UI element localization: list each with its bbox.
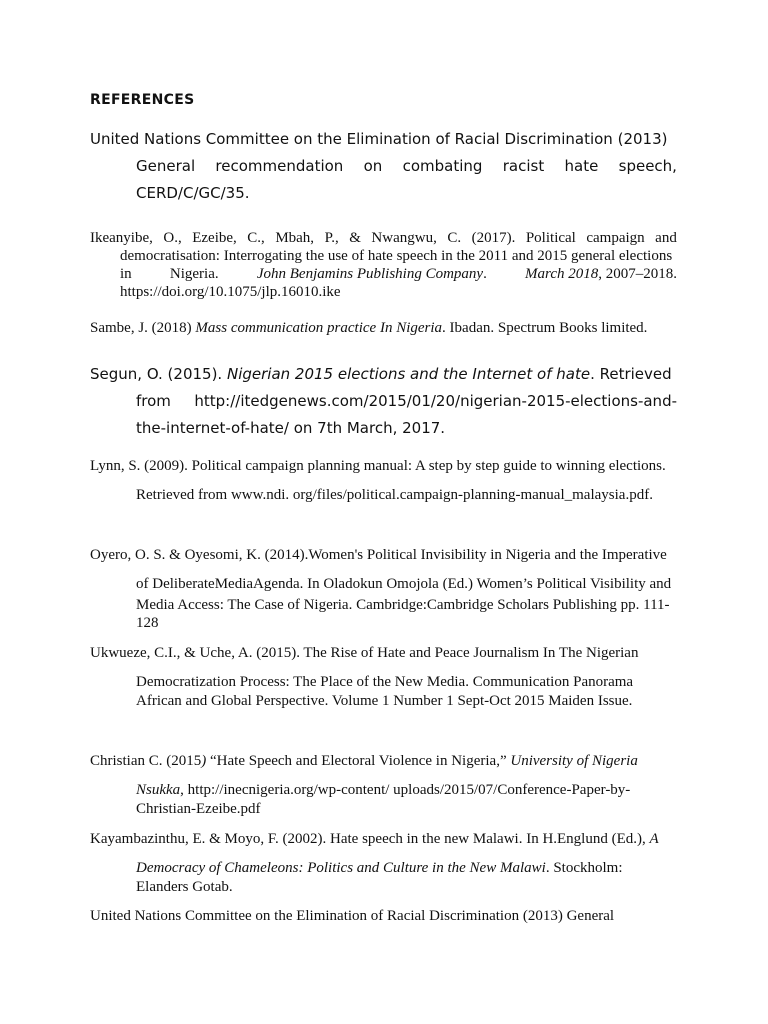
word: C., [247, 230, 265, 246]
reference-institution: University of Nigeria [510, 753, 638, 769]
reference-doi: https://doi.org/10.1075/jlp.16010.ike [120, 284, 341, 300]
word: General [136, 157, 196, 175]
word: Ezeibe, [192, 230, 237, 246]
journal-title [257, 266, 487, 283]
reference-line: the-internet-of-hate/ on 7th March, 2017. [136, 419, 446, 437]
reference-line [90, 753, 638, 770]
word: recommendation [215, 157, 344, 175]
reference-url: , http://inecnigeria.org/wp-content/ uploads/2015/07/Conference-Paper-by- [180, 782, 631, 798]
reference-line: Elanders Gotab. [136, 879, 233, 895]
reference-author: Sambe, J. (2018) [90, 320, 196, 336]
word: Nigeria. [169, 266, 219, 282]
punctuation: . [483, 266, 487, 282]
reference-retrieved: . Retrieved [590, 365, 672, 383]
issue-info [525, 266, 677, 283]
journal-name: John Benjamins Publishing Company [256, 266, 484, 282]
reference-line: Retrieved from www.ndi. org/files/political.campaign-planning-manual_malaysia.pdf. [136, 487, 653, 503]
reference-place: . Stockholm: [545, 860, 623, 876]
reference-line-justified [136, 157, 677, 175]
reference-title: “Hate Speech and Electoral Violence in Nigeria,” [206, 753, 511, 769]
word: hate [564, 157, 599, 175]
reference-line: Ukwueze, C.I., & Uche, A. (2015). The Rise of Hate and Peace Journalism In The Nigerian [90, 645, 639, 661]
word: speech, [618, 157, 677, 175]
reference-line [90, 831, 659, 848]
issue-date: March 2018 [525, 266, 599, 282]
reference-line: Media Access: The Case of Nigeria. Cambridge:Cambridge Scholars Publishing pp. 111- [136, 597, 670, 613]
word: racist [502, 157, 545, 175]
reference-title: Mass communication practice In Nigeria [195, 320, 443, 336]
reference-sambe-2018 [90, 320, 647, 337]
reference-line: Lynn, S. (2009). Political campaign planning manual: A step by step guide to winning elections. [90, 458, 666, 474]
reference-line-justified [90, 230, 677, 247]
reference-line: 128 [136, 615, 159, 631]
reference-line: United Nations Committee on the Elimination of Racial Discrimination (2013) [90, 130, 668, 148]
reference-line-justified [120, 266, 677, 283]
word: (2017). [471, 230, 516, 246]
reference-line: African and Global Perspective. Volume 1 Number 1 Sept-Oct 2015 Maiden Issue. [136, 693, 633, 709]
reference-title: Nigerian 2015 elections and the Internet of hate [226, 365, 591, 383]
reference-author: Segun, O. (2015). [90, 365, 227, 383]
reference-author: Christian C. (2015 [90, 753, 202, 769]
word: Political [525, 230, 576, 246]
word: & [349, 230, 361, 246]
word: O., [163, 230, 182, 246]
word: combating [402, 157, 483, 175]
reference-line: Christian-Ezeibe.pdf [136, 801, 261, 817]
reference-text: Kayambazinthu, E. & Moyo, F. (2002). Hate speech in the new Malawi. In H.Englund (Ed.), [90, 831, 650, 847]
reference-line: of DeliberateMediaAgenda. In Oladokun Omojola (Ed.) Women’s Political Visibility and [136, 576, 672, 592]
reference-book-title: A [649, 831, 659, 847]
word: P., [324, 230, 339, 246]
word: and [655, 230, 677, 246]
reference-line [90, 365, 672, 383]
reference-institution: Nsukka [136, 782, 181, 798]
word: Ikeanyibe, [90, 230, 153, 246]
references-heading: REFERENCES [90, 92, 195, 108]
reference-line [136, 860, 622, 877]
pages: , 2007–2018. [598, 266, 677, 282]
reference-book-title: Democracy of Chameleons: Politics and Culture in the New Malawi [136, 860, 546, 876]
reference-un-2013-repeat: United Nations Committee on the Elimination of Racial Discrimination (2013) General [90, 908, 615, 924]
reference-url: http://itedgenews.com/2015/01/20/nigerian-2015-elections-and- [194, 392, 677, 410]
reference-line: democratisation: Interrogating the use of hate speech in the 2011 and 2015 general elections [120, 248, 673, 264]
reference-line [136, 782, 630, 799]
punctuation: ) [201, 753, 207, 769]
word: on [363, 157, 383, 175]
word: from [136, 392, 171, 410]
reference-line: Democratization Process: The Place of the New Media. Communication Panorama [136, 674, 634, 690]
word: in [120, 266, 132, 282]
word: Nwangwu, [371, 230, 437, 246]
word: campaign [586, 230, 645, 246]
word: Mbah, [275, 230, 315, 246]
reference-line: Oyero, O. S. & Oyesomi, K. (2014).Women's Political Invisibility in Nigeria and the Imperative [90, 547, 667, 563]
word: C. [447, 230, 462, 246]
reference-publisher: . Ibadan. Spectrum Books limited. [442, 320, 648, 336]
reference-line-justified [136, 392, 677, 410]
reference-line: CERD/C/GC/35. [136, 184, 250, 202]
